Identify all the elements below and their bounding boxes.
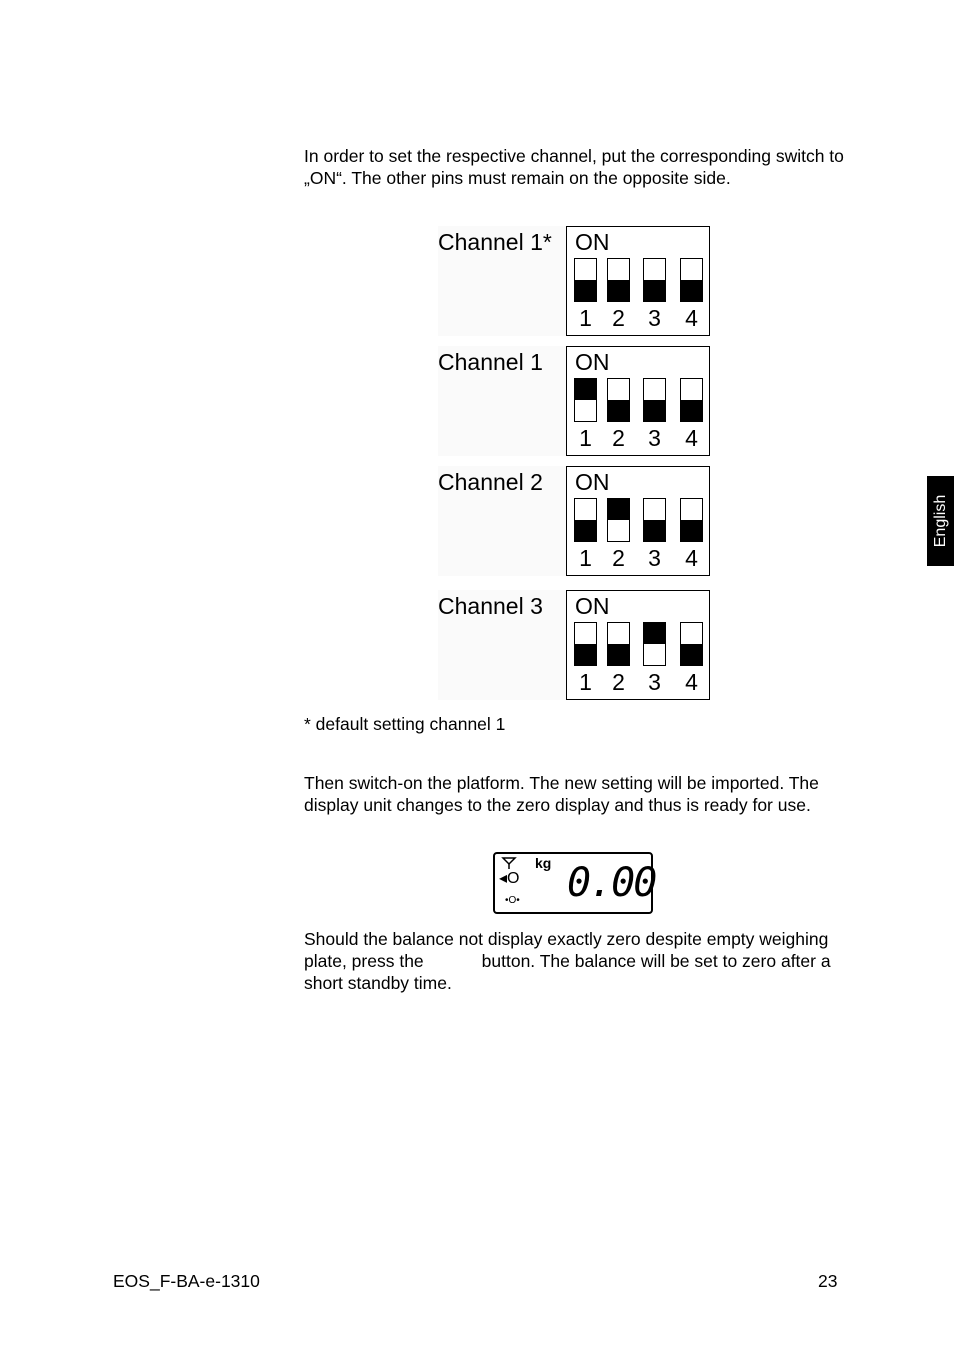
channel-row-1-default (438, 226, 710, 336)
zero-text-before: Should the balance not display exactly zero despite empty weighing plate, press the (304, 929, 829, 971)
language-tab-label: English (931, 494, 949, 548)
channel-label: Channel 1 (438, 346, 566, 456)
dip-switch-2 (607, 498, 630, 542)
language-tab (927, 476, 954, 566)
switch-number: 2 (612, 669, 625, 695)
switch-number: 2 (612, 545, 625, 571)
switch-number: 4 (685, 669, 698, 695)
footnote: * default setting channel 1 (304, 714, 506, 734)
switch-number: 1 (579, 545, 592, 571)
dip-switch-2 (607, 378, 630, 422)
dip-switch-4 (680, 498, 703, 542)
switch-number: 2 (612, 425, 625, 451)
stability-indicator-icon (501, 856, 517, 870)
display-unit: kg (535, 855, 552, 871)
dip-switch-4 (680, 378, 703, 422)
channel-label: Channel 1* (438, 226, 566, 336)
switch-number: 3 (648, 669, 661, 695)
channel-label: Channel 3 (438, 590, 566, 700)
dip-switch-block (566, 590, 710, 700)
zero-key-symbol-icon: •O• (505, 895, 520, 906)
channel-row-2 (438, 466, 710, 576)
switch-number: 4 (685, 305, 698, 331)
switch-on-paragraph: Then switch-on the platform. The new setting will be imported. The display unit changes to the zero display and thus is ready for use. (304, 773, 819, 815)
dip-switch-1 (574, 622, 597, 666)
footer-doc-id: EOS_F-BA-e-1310 (113, 1271, 260, 1291)
switch-number: 4 (685, 545, 698, 571)
dip-switch-1 (574, 498, 597, 542)
dip-on-label: ON (575, 469, 610, 495)
dip-switch-2 (607, 258, 630, 302)
dip-on-label: ON (575, 349, 610, 375)
channel-label: Channel 2 (438, 466, 566, 576)
switch-number: 2 (612, 305, 625, 331)
zero-text-after: button. The balance will be set to zero after a short standby time. (304, 951, 831, 993)
switch-number: 1 (579, 305, 592, 331)
dip-switch-3 (643, 498, 666, 542)
switch-number: 3 (648, 545, 661, 571)
switch-number: 3 (648, 425, 661, 451)
dip-switch-block (566, 346, 710, 456)
dip-switch-block (566, 466, 710, 576)
dip-switch-4 (680, 258, 703, 302)
footer-page-number: 23 (818, 1271, 838, 1291)
switch-number: 1 (579, 669, 592, 695)
switch-number: 4 (685, 425, 698, 451)
dip-switch-2 (607, 622, 630, 666)
weighing-display (493, 852, 656, 914)
display-value: 0.00 (567, 860, 656, 906)
channel-row-3 (438, 590, 710, 700)
dip-on-label: ON (575, 229, 610, 255)
dip-on-label: ON (575, 593, 610, 619)
dip-switch-4 (680, 622, 703, 666)
dip-switch-3 (643, 378, 666, 422)
intro-paragraph: In order to set the respective channel, put the corresponding switch to „ON“. The other pins must remain on the opposite side. (304, 146, 844, 188)
zero-paragraph (304, 928, 849, 994)
zero-indicator-icon: ◂O (499, 870, 520, 887)
dip-switch-3 (643, 622, 666, 666)
dip-switch-3 (643, 258, 666, 302)
switch-number: 3 (648, 305, 661, 331)
channel-row-1 (438, 346, 710, 456)
dip-switch-1 (574, 258, 597, 302)
dip-switch-block (566, 226, 710, 336)
switch-number: 1 (579, 425, 592, 451)
dip-switch-1 (574, 378, 597, 422)
